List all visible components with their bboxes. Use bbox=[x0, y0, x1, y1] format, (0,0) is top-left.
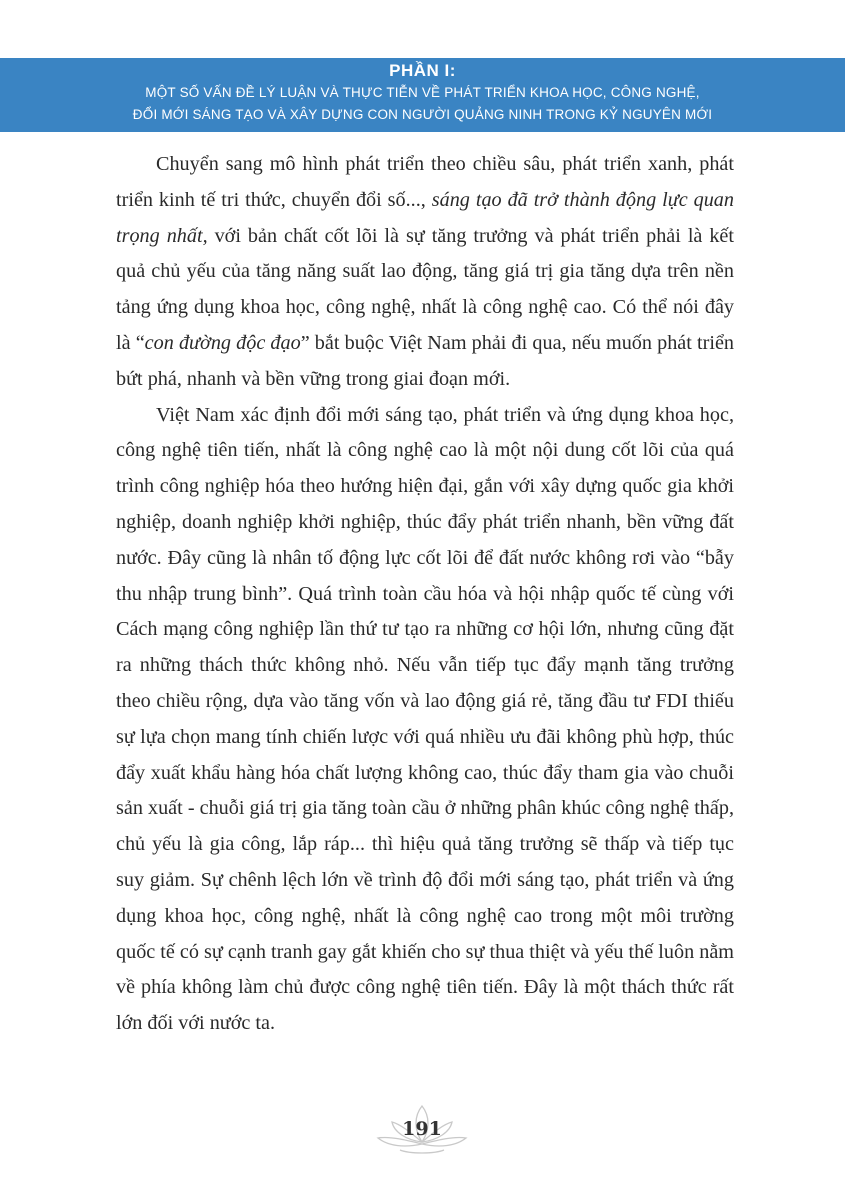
p1-italic-d: con đường độc đạo bbox=[144, 331, 301, 354]
part-title: PHẦN I: bbox=[389, 61, 456, 80]
section-header-banner bbox=[0, 58, 845, 132]
p1-text-c: với bản chất cốt lõi là sự tăng trưởng và phát triển phải là kết quả chủ yếu của tăng năng suất lao động, tăng giá trị gia tăng dựa trên nền tảng ứng dụng khoa học, công nghệ, nhất là công nghệ cao. Có thể nói đây là “ bbox=[116, 224, 734, 354]
page-number: 191 bbox=[402, 1118, 442, 1140]
p1-text-a: Chuyển sang mô hình phát triển theo chiều sâu, phát triển xanh, phát triển kinh tế tri thức, chuyển đổi số..., bbox=[116, 153, 734, 211]
part-subtitle-line-2: ĐỔI MỚI SÁNG TẠO VÀ XÂY DỰNG CON NGƯỜI QUẢNG NINH TRONG KỶ NGUYÊN MỚI bbox=[132, 107, 713, 122]
part-subtitle-line-1: MỘT SỐ VẤN ĐỀ LÝ LUẬN VÀ THỰC TIỄN VỀ PHÁT TRIỂN KHOA HỌC, CÔNG NGHỆ, bbox=[145, 85, 700, 100]
body-text bbox=[116, 147, 734, 1042]
paragraph-1 bbox=[116, 147, 734, 398]
p1-italic-b: sáng tạo đã trở thành động lực quan trọng nhất, bbox=[116, 188, 734, 247]
paragraph-2: Việt Nam xác định đổi mới sáng tạo, phát triển và ứng dụng khoa học, công nghệ tiên tiến, nhất là công nghệ cao là một nội dung cốt lõi của quá trình công nghiệp hóa theo hướng hiện đại, gắn với xây dựng quốc gia khởi nghiệp, doanh nghiệp khởi nghiệp, thúc đẩy phát triển nhanh, bền vững đất nước. Đây cũng là nhân tố động lực cốt lõi để đất nước không rơi vào “bẫy thu nhập trung bình”. Quá trình toàn cầu hóa và hội nhập quốc tế cùng với Cách mạng công nghiệp lần thứ tư tạo ra những cơ hội lớn, nhưng cũng đặt ra những thách thức không nhỏ. Nếu vẫn tiếp tục đẩy mạnh tăng trưởng theo chiều rộng, dựa vào tăng vốn và lao động giá rẻ, tăng đầu tư FDI thiếu sự lựa chọn mang tính chiến lược với quá nhiều ưu đãi không phù hợp, thúc đẩy xuất khẩu hàng hóa chất lượng không cao, thúc đẩy tham gia vào chuỗi sản xuất - chuỗi giá trị gia tăng toàn cầu ở những phân khúc công nghệ thấp, chủ yếu là gia công, lắp ráp... thì hiệu quả tăng trưởng sẽ thấp và tiếp tục suy giảm. Sự chênh lệch lớn về trình độ đổi mới sáng tạo, phát triển và ứng dụng khoa học, công nghệ, nhất là công nghệ cao trong một môi trường quốc tế có sự cạnh tranh gay gắt khiến cho sự thua thiệt và yếu thế luôn nằm về phía không làm chủ được công nghệ tiên tiến. Đây là một thách thức rất lớn đối với nước ta. bbox=[116, 403, 734, 1035]
p1-text-e: ” bắt buộc Việt Nam phải đi qua, nếu muốn phát triển bứt phá, nhanh và bền vững trong giai đoạn mới. bbox=[116, 331, 734, 390]
